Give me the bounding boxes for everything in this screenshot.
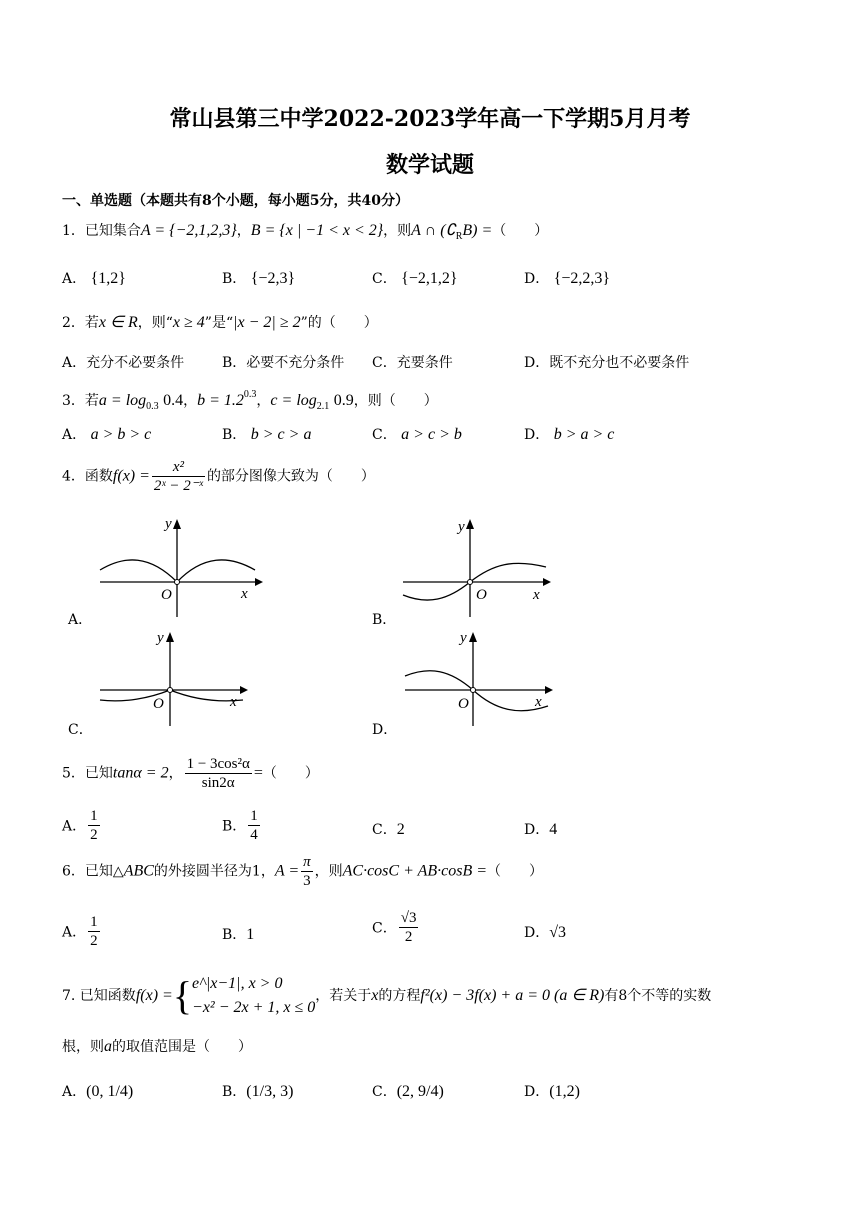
q6-option-a[interactable]: A． $\frac{1}{2}$	[62, 914, 98, 949]
q7-option-a[interactable]: A．(0, 1/4)	[62, 1083, 134, 1100]
q1-expr2: B) =	[462, 222, 493, 239]
question-5: 5．已知tanα = 2， $\frac{\text{1 − 3cos²α}}{\sin 2\alpha}$ =（ ）	[62, 756, 319, 791]
q1-stem: 1．已知集合	[62, 223, 141, 239]
q4a-origin: O	[161, 587, 172, 603]
q4-graph-d[interactable]	[400, 628, 555, 728]
q1-paren: （ ）	[492, 223, 549, 239]
q3-option-d[interactable]: D． b > a > c	[524, 426, 615, 443]
q1-expr: A ∩ (∁	[411, 222, 456, 239]
q4c-origin: O	[153, 696, 164, 712]
q4d-axis-x: x	[535, 694, 542, 710]
q4-label-a: A．	[68, 612, 93, 628]
q4-graph-a[interactable]	[95, 515, 265, 620]
question-4: 4．函数f(x) = $\frac{\text{x²}}{\text{2ˣ − 2⁻ˣ}}$ 的部分图像大致为（ ）	[62, 459, 375, 494]
q6-option-d[interactable]: D．√3	[524, 924, 567, 941]
q4b-axis-y: y	[458, 519, 465, 535]
q4b-origin: O	[476, 587, 487, 603]
page-title: 常山县第三中学2022-2023学年高一下学期5月月考	[169, 106, 691, 132]
q4b-axis-x: x	[533, 587, 540, 603]
question-6: 6．已知△ABC的外接圆半径为1，A = $\frac{\pi}{3}$ ，则AC·cosC + AB·cosB =（ ）	[62, 854, 544, 889]
question-2: 2．若x ∈ R，则“x ≥ 4”是“|x − 2| ≥ 2”的（ ）	[62, 314, 378, 331]
q5-option-a[interactable]: A． $\frac{1}{2}$	[62, 808, 98, 843]
q4-graph-c[interactable]	[95, 628, 250, 728]
q1-set-a: A = {−2,1,2,3}	[140, 222, 237, 239]
q7-option-c[interactable]: C．(2, 9/4)	[372, 1083, 444, 1100]
question-1	[62, 221, 548, 247]
q2-option-a[interactable]: A．充分不必要条件	[62, 355, 185, 371]
q4c-axis-x: x	[230, 694, 237, 710]
question-7-line2: 根，则a的取值范围是（ ）	[62, 1038, 252, 1055]
q4-label-b: B．	[372, 612, 397, 628]
q1-option-b[interactable]: B． {−2,3}	[222, 270, 296, 287]
q3-option-a[interactable]: A． a > b > c	[62, 426, 152, 443]
q5-option-d[interactable]: D．4	[524, 821, 558, 838]
q1-option-a[interactable]: A． {1,2}	[62, 270, 126, 287]
q4a-axis-y: y	[165, 516, 172, 532]
section-heading: 一、单选题（本题共有8个小题，每小题5分，共40分）	[62, 193, 409, 209]
q1-sep: ，	[236, 223, 251, 239]
q1-option-d[interactable]: D． {−2,2,3}	[524, 270, 611, 287]
q3-option-b[interactable]: B． b > c > a	[222, 426, 312, 443]
q4a-axis-x: x	[241, 586, 248, 602]
q1-stem-b: ，则	[383, 223, 412, 239]
q4d-axis-y: y	[460, 630, 467, 646]
q7-option-d[interactable]: D．(1,2)	[524, 1083, 580, 1100]
q3-option-c[interactable]: C． a > c > b	[372, 426, 462, 443]
q1-set-b: B = {x | −1 < x < 2}	[250, 222, 384, 239]
q6-option-b[interactable]: B．1	[222, 926, 255, 943]
q7-option-b[interactable]: B．(1/3, 3)	[222, 1083, 294, 1100]
question-3: 3．若$a = \log_{0.3} 0.4$，$b = 1.2^{0.3}$，$c = \log_{2.1} 0.9$，则（ ）	[62, 389, 438, 412]
q4c-axis-y: y	[157, 630, 164, 646]
q4-label-c: C．	[68, 722, 93, 738]
q5-option-b[interactable]: B． $\frac{1}{4}$	[222, 808, 258, 843]
q2-option-c[interactable]: C．充要条件	[372, 355, 453, 371]
q1-sub: R	[455, 231, 463, 242]
q4-graph-b[interactable]	[398, 515, 553, 620]
q6-option-c[interactable]: C． $\frac{√3}{2}$	[372, 910, 417, 945]
q4-label-d: D．	[372, 722, 398, 738]
q4d-origin: O	[458, 696, 469, 712]
q2-option-d[interactable]: D．既不充分也不必要条件	[524, 355, 690, 371]
q5-option-c[interactable]: C．2	[372, 821, 405, 838]
q2-option-b[interactable]: B．必要不充分条件	[222, 355, 345, 371]
page-subtitle: 数学试题	[385, 152, 474, 178]
question-7: 7. 已知函数f(x) ={ e^|x−1|, x > 0 −x² − 2x + 1, x ≤ 0 ，若关于x的方程f²(x) − 3f(x) + a = 0 (a ∈ R)有8个不等的实数	[62, 973, 712, 1018]
q1-option-c[interactable]: C． {−2,1,2}	[372, 270, 458, 287]
